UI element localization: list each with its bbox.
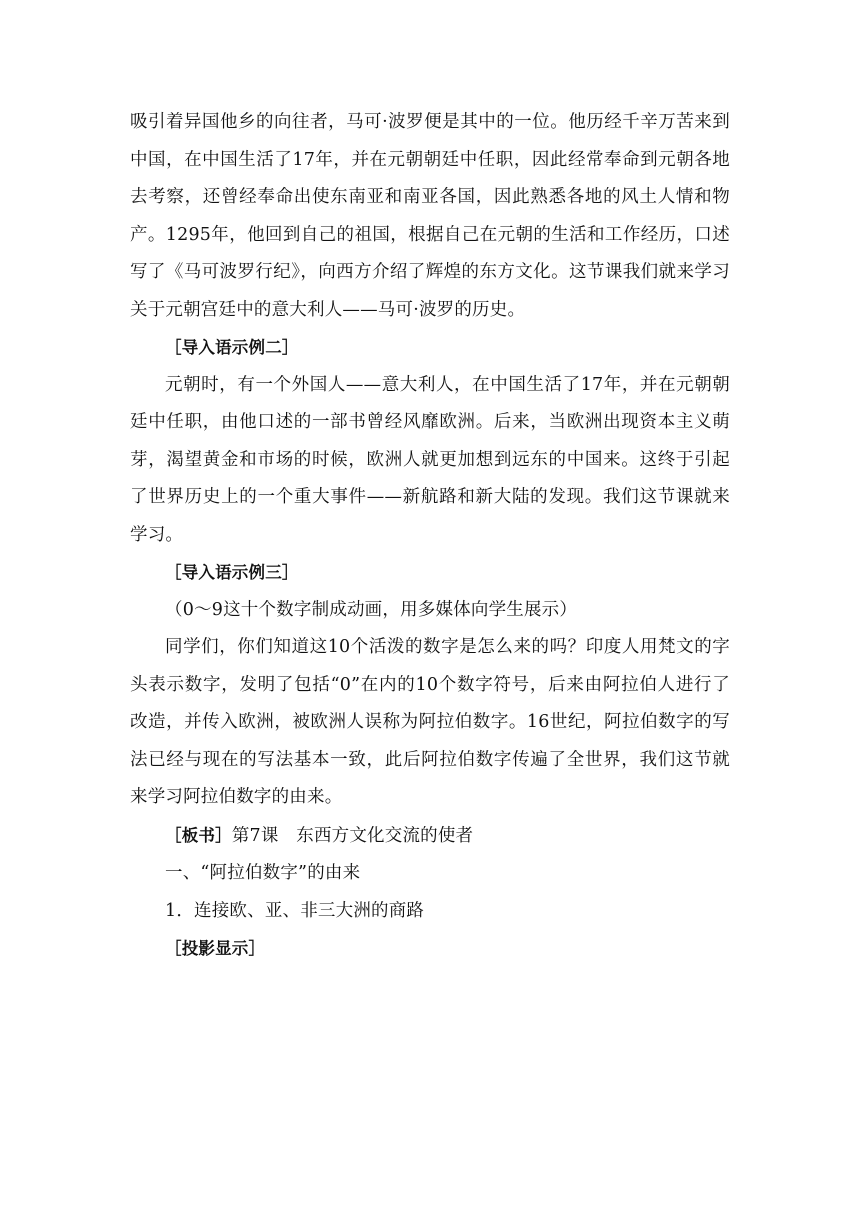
paragraph-example-two: 元朝时，有一个外国人——意大利人，在中国生活了17年，并在元朝朝廷中任职，由他口述的一部书曾经风靡欧洲。后来，当欧洲出现资本主义萌芽，渴望黄金和市场的时候，欧洲人就更加想到远东的中国来。这终于引起了世界历史上的一个重大事件——新航路和新大陆的发现。我们这节课就来学习。 (130, 374, 730, 545)
paragraph-marco-polo-intro: 吸引着异国他乡的向往者，马可·波罗便是其中的一位。他历经千辛万苦来到中国，在中国生活了17年，并在元朝朝廷中任职，因此经常奉命到元朝各地去考察，还曾经奉命出使东南亚和南亚各国，因此熟悉各地的风土人情和物产。1295年，他回到自己的祖国，根据自己在元朝的生活和工作经历，口述写了《马可波罗行纪》，向西方介绍了辉煌的东方文化。这节课我们就来学习关于元朝宫廷中的意大利人——马可·波罗的历史。 (130, 112, 730, 320)
paragraph-animation-note: （0～9这十个数字制成动画，用多媒体向学生展示） (165, 599, 578, 620)
outline-item-one: 1．连接欧、亚、非三大洲的商路 (165, 900, 425, 921)
section-heading-example-three: ［导入语示例三］ (165, 563, 299, 582)
lesson-title: 第7课 东西方文化交流的使者 (231, 825, 474, 846)
outline-section-one: 一、“阿拉伯数字”的由来 (165, 863, 361, 883)
section-heading-example-two: ［导入语示例二］ (165, 338, 299, 357)
section-heading-projection: ［投影显示］ (165, 939, 266, 958)
paragraph-example-three: 同学们，你们知道这10个活泼的数字是怎么来的吗？印度人用梵文的字头表示数字，发明了包括“0”在内的10个数字符号，后来由阿拉伯人进行了改造，并传入欧洲，被欧洲人误称为阿拉伯数字。16世纪，阿拉伯数字的写法已经与现在的写法基本一致，此后阿拉伯数字传遍了全世界，我们这节就来学习阿拉伯数字的由来。 (130, 637, 730, 807)
board-writing-label: ［板书］ (165, 825, 232, 845)
board-writing-line (130, 817, 730, 856)
document-body (130, 104, 730, 968)
